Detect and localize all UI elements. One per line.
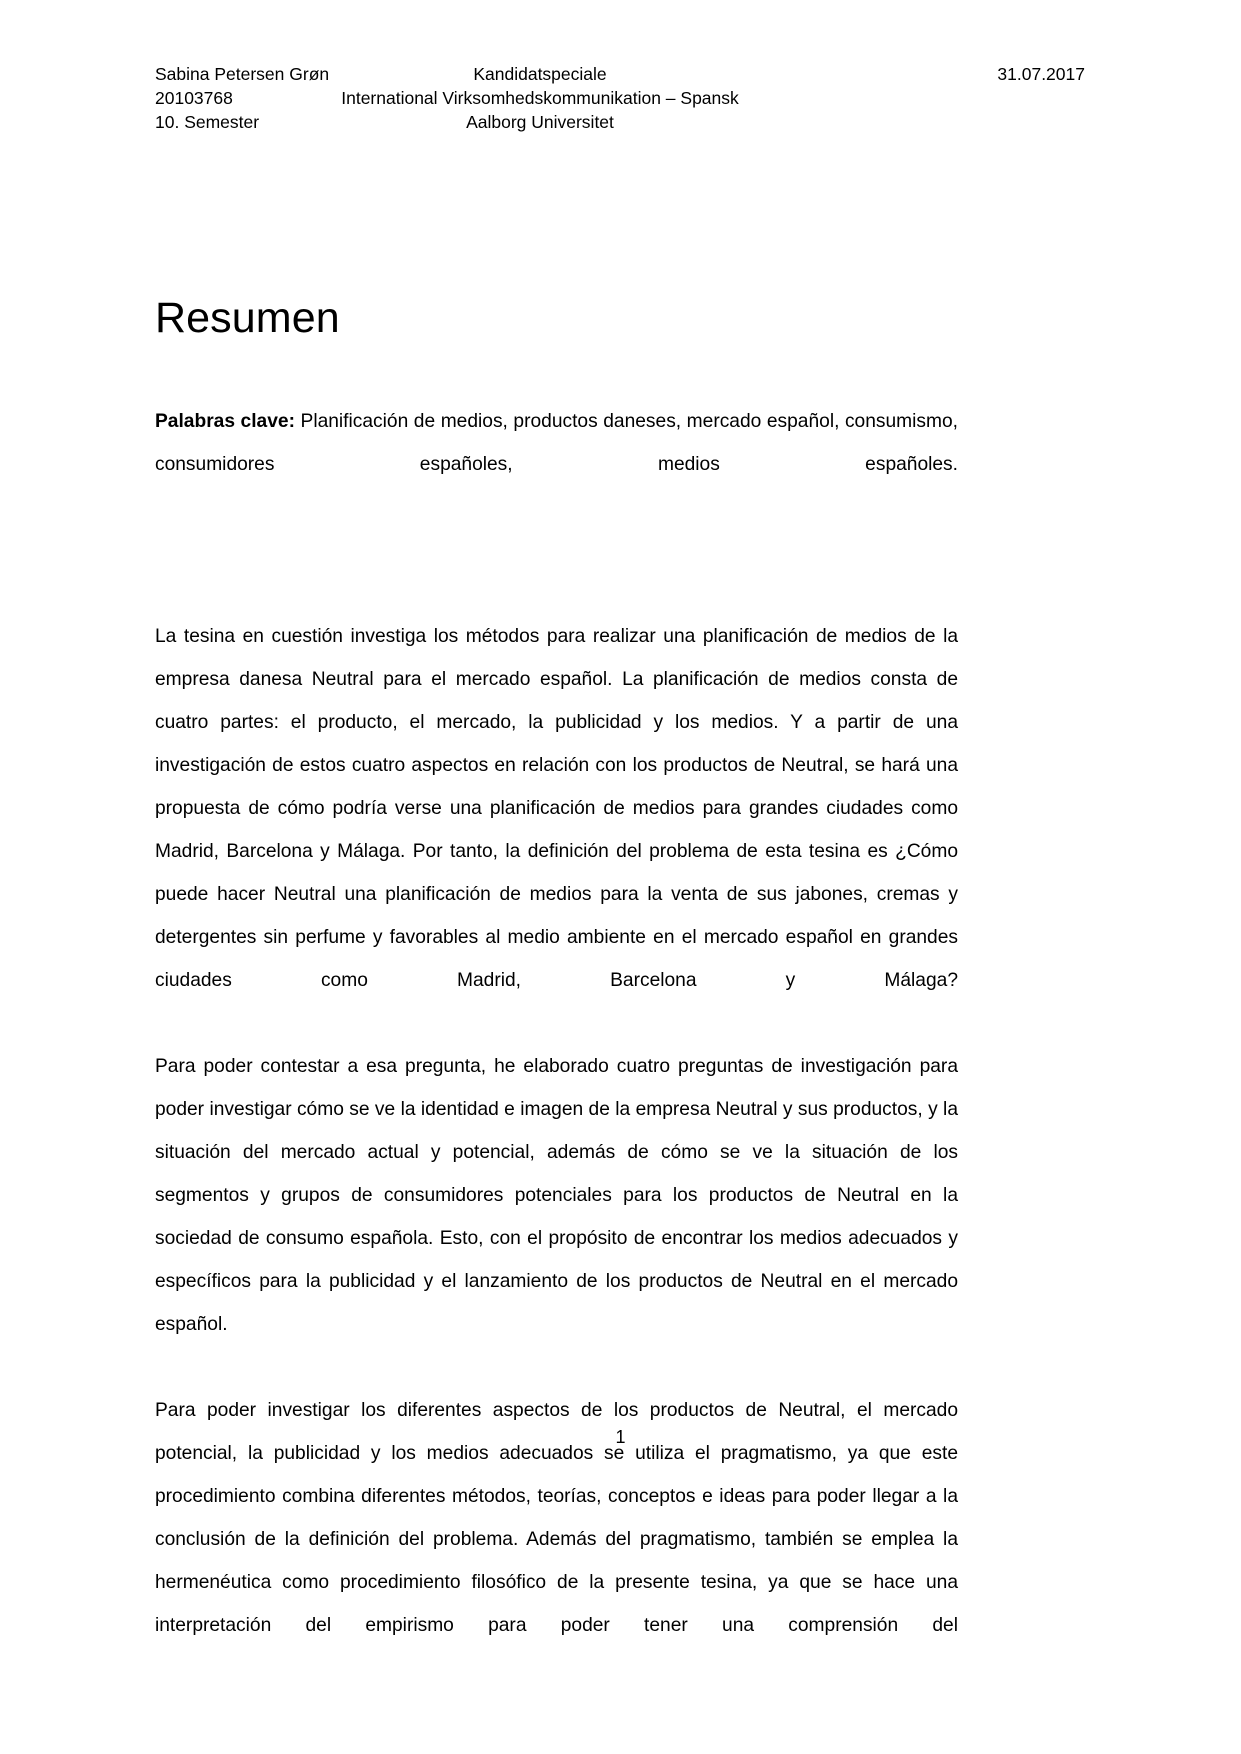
header-row-3: [155, 110, 1085, 134]
keywords-paragraph: [155, 400, 958, 529]
header-row-1: [155, 62, 1085, 86]
header-row-2: [155, 86, 1085, 110]
body-paragraph-2: Para poder contestar a esa pregunta, he elaborado cuatro preguntas de investigación para poder investigar cómo se ve la identidad e imagen de la empresa Neutral y sus productos, y la situación del mercado actual y potencial, además de cómo se ve la situación de los segmentos y grupos de consumidores potenciales para los productos de Neutral en la sociedad de consumo española. Esto, con el propósito de encontrar los medios adecuados y específicos para la publicidad y el lanzamiento de los productos de Neutral en el mercado español.: [155, 1056, 958, 1335]
header-programme: International Virksomhedskommunikation – Spansk: [341, 88, 739, 108]
page-title: Resumen: [155, 294, 340, 342]
document-header: [155, 62, 1085, 134]
document-body: [155, 400, 958, 1690]
header-document-type: Kandidatspeciale: [473, 64, 607, 84]
keywords-label: Palabras clave:: [155, 411, 295, 432]
paragraph-spacer: [155, 572, 958, 615]
header-date: 31.07.2017: [997, 64, 1085, 84]
body-paragraph-3: Para poder investigar los diferentes aspectos de los productos de Neutral, el mercado potencial, la publicidad y los medios adecuados se utiliza el pragmatismo, ya que este procedimiento combina diferentes métodos, teorías, conceptos e ideas para poder llegar a la conclusión de la definición del problema. Además del pragmatismo, también se emplea la hermenéutica como procedimiento filosófico de la presente tesina, ya que se hace una interpretación del empirismo para poder tener una comprensión del: [155, 1400, 958, 1636]
body-paragraph-1: La tesina en cuestión investiga los métodos para realizar una planificación de medios de la empresa danesa Neutral para el mercado español. La planificación de medios consta de cuatro partes: el producto, el mercado, la publicidad y los medios. Y a partir de una investigación de estos cuatro aspectos en relación con los productos de Neutral, se hará una propuesta de cómo podría verse una planificación de medios para grandes ciudades como Madrid, Barcelona y Málaga. Por tanto, la definición del problema de esta tesina es ¿Cómo puede hacer Neutral una planificación de medios para la venta de sus jabones, cremas y detergentes sin perfume y favorables al medio ambiente en el mercado español en grandes ciudades como Madrid, Barcelona y Málaga?: [155, 626, 958, 991]
header-student-id: 20103768: [155, 88, 233, 108]
keywords-text: Planificación de medios, productos daneses, mercado español, consumismo, consumidores españoles, medios españoles.: [155, 411, 958, 475]
header-semester: 10. Semester: [155, 112, 260, 132]
header-author: Sabina Petersen Grøn: [155, 64, 330, 84]
header-university: Aalborg Universitet: [466, 112, 614, 132]
page-number: 1: [615, 1427, 626, 1447]
